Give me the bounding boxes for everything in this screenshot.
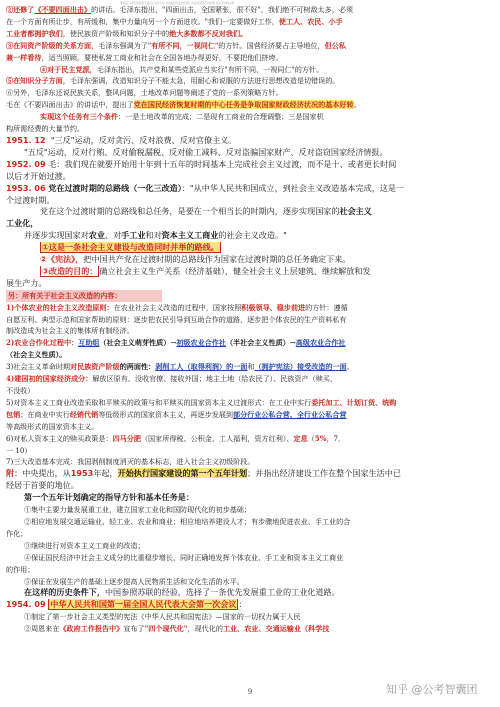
text-line: 兼一样看待，适当照顾。要使私营工商业和社会在全国各地办得更好，不要把他们挤垮。 xyxy=(6,52,283,62)
text-line: 1954. 09 中华人民共和国第一届全国人民代表大会第一次会议 ： xyxy=(6,599,247,610)
text-line: 等高级形式的国家资本主义。 xyxy=(6,421,99,431)
text-line: ②《宪法》，把中国共产党在过渡时期的总路线作为国家在过渡时期的总任务确定下来。 xyxy=(40,254,351,265)
text-line: ②周恩来在《政府工作报告中》宣布了"四个现代化"，现代化的工业、农业、交通运输业（科学技 xyxy=(24,624,330,634)
text-line: ③在同资产阶级的关系方面，毛泽东强调为了"有所不同，一视同仁"的方针。国营经济要占主导地位，但公私 xyxy=(6,40,346,50)
brand-watermark: 知乎 @公考智囊团 xyxy=(386,683,478,696)
text-line: 实现这个任务有三个条件：一是土地改革的完成；二是现有工商业的合理调整；三是国家机 xyxy=(40,112,324,122)
text-line: 经居于首要的地位。 xyxy=(6,480,79,491)
text-line: ②还修了《不要四面出击》的讲话。毛泽东指出，"四面出击，全国紧张，很不好"，我们绝不可树敌太多，必须 xyxy=(6,5,354,14)
text-line: ④对于民主党派，毛泽东指出，共产党和某些党派应当实行"有所不同，一视同仁"的方针。 xyxy=(40,64,324,74)
text-line: ①集中主要力量发展重工业，建立国家工业化和国防现代化的初步基础； xyxy=(24,505,251,515)
text-line: 1951. 12 "三反"运动，反对贪污、反对浪费、反对官僚主义。 xyxy=(6,134,237,145)
header-watermark: 要保证对经济健康平稳运行的作用 加强经济监测预警 完善宏观经济政策 强化政策协调 xyxy=(120,1,234,5)
text-line: "五反"运动，反对行贿、反对偷税漏税、反对偷工减料、反对盗骗国家财产、反对盗窃国家经济情报。 xyxy=(24,146,388,157)
text-line: 1)个体农业的社会主义改造原则：在农业社会主义改造的过程中，国家按照积极领导、稳步前进的方针：遵循 xyxy=(6,302,348,312)
text-line: 在一个方面有所让步，有所缓和，集中力量向另一个方面进攻。"我们一定要做好工作，使工人、农民、小手 xyxy=(6,16,343,26)
text-line: 4)建国初的国家经济成分：解放区原有、没收官僚、接收外国；地主土地（给农民了）、民族资产（赎买， xyxy=(6,374,338,384)
body-text xyxy=(6,4,494,635)
text-line: ①制定了第一步社会主义类型的宪法《中华人民共和国宪法》—国家的一切权力属于人民 xyxy=(24,612,301,622)
text-line: 毛在《不要四面出击》的讲话中，提出了党在国民经济恢复时期的中心任务是争取国家财政经济状况的基本好转。 xyxy=(6,100,361,110)
page-number: 9 xyxy=(247,688,253,696)
text-line: 6)对私人资本主义的赎买政策是：四马分肥（国家所得税、公积金、工人福利，资方红利）、定息（5%，7． xyxy=(6,433,346,443)
text-line: 展生产力。 xyxy=(6,277,47,288)
text-line: ⑤保证在发展生产的基础上逐步提高人民物质生活和文化生活的水平。 xyxy=(24,576,244,586)
section-heading: 另：所有关于社会主义改造的内容： xyxy=(6,290,494,302)
text-line: （社会主义性质）。 xyxy=(6,350,67,360)
text-line: 工业化， xyxy=(6,218,39,229)
text-line: 5)对资本主义工商业改造采取和平赎买的政策与和平赎买的国家资本主义过渡形式：在工业中实行委托加工、计划订货、统购 xyxy=(6,397,397,407)
text-line: 党在这个过渡时期的总路线和总任务，是要在一个相当长的时期内，逐步实现国家的社会主义 xyxy=(40,206,372,217)
text-line: 3)社会主义革命时期对民族资产阶级的两面性：剥削工人（取得利润）的一面和（拥护宪法）接受改造的一面。 xyxy=(6,362,354,372)
text-line: 1953. 06 党在过渡时期的总路线（一化三改造）："从中华人民共和国成立，到社会主义改造基本完成，这是一 xyxy=(6,182,405,193)
text-line: ④保证国民经济中社会主义成分的比重稳步增长，同时正确地发挥个体农业、手工业和资本主义工商业 xyxy=(24,552,344,562)
text-line: 7)三大改造基本完成：我国剥削制度消灭的基本标志，进入社会主义初级阶段。 xyxy=(6,457,255,467)
text-line: ⑥另外，毛泽东还说民族关系，整风问题，土地改革问题等阐述了党的一系列策略方针。 xyxy=(6,88,283,98)
text-line: 附：中央提出，从1953年起，开始执行国家建设的第一个五年计划；并指出经济建设工作在整个国家生活中已 xyxy=(6,468,401,479)
text-line: 工业者都拥护我们，使民族资产阶级和知识分子中的绝大多数都不反对我们。 xyxy=(6,28,248,38)
text-line: 1952. 09 毛：我们现在就要开始用十年到十五年的时间基本上完成社会主义过渡，而不是十、或者更长时间 xyxy=(6,158,397,169)
text-line: 自愿互利、典型示范和国家帮助的原则：逐步把农民引导到互助合作的道路，逐步把个体农民的生产资料私有 xyxy=(6,314,347,324)
text-line: 不没收） xyxy=(6,386,35,395)
text-line: 作化； xyxy=(6,528,28,538)
text-line: ③改造的目的： 确立社会主义生产关系（经济基础），健全社会主义上层建筑、继续解放和发 xyxy=(42,265,371,276)
text-line: 构所需经费的大量节约。 xyxy=(6,124,85,134)
text-line: 以后才开始过渡。 xyxy=(6,170,71,181)
text-line: 一 10） xyxy=(6,445,32,455)
text-line: ⑤在知识分子方面，毛泽东强调，改造知识分子不能太急，用耐心和说服的方法进行思想改造是切错误的。 xyxy=(6,76,340,86)
text-line: ②相应地发展交通运输业、轻工业、农业和商业；相应地培养建设人才；有步骤地促进农业、手工业的合 xyxy=(24,516,351,526)
text-line: 个过渡时期。 xyxy=(6,194,55,205)
text-line: 包销；在商业中实行经销代销等低级形式的国家资本主义，再逐步发展到部分行业公私合营、全行业公私合营 xyxy=(6,409,347,419)
text-line: 的作用； xyxy=(6,564,35,574)
text-line: 制改造成为社会主义的集体所有制经济。 xyxy=(6,326,134,336)
text-line: 在这样的历史条件下，中国参照苏联的经验，选择了一条优先发展重工业的工业化道路。 xyxy=(24,587,340,598)
text-line: 并逐步实现国家对农业、对手工业和对资本主义工商业的社会主义改造。" xyxy=(24,230,287,241)
text-line: 2)农业合作化过程中：互助组（社会主义萌芽性质）→初级农业合作社（半社会主义性质）→高级农业合作社 xyxy=(6,338,346,348)
text-line: ①这是一条社会主义建设与改造同时并举的路线。 xyxy=(42,242,219,253)
text-line: ③继续进行对资本主义工商业的改造； xyxy=(24,540,145,550)
text-line: 第一个五年计划确定的指导方针和基本任务是： xyxy=(24,492,194,503)
